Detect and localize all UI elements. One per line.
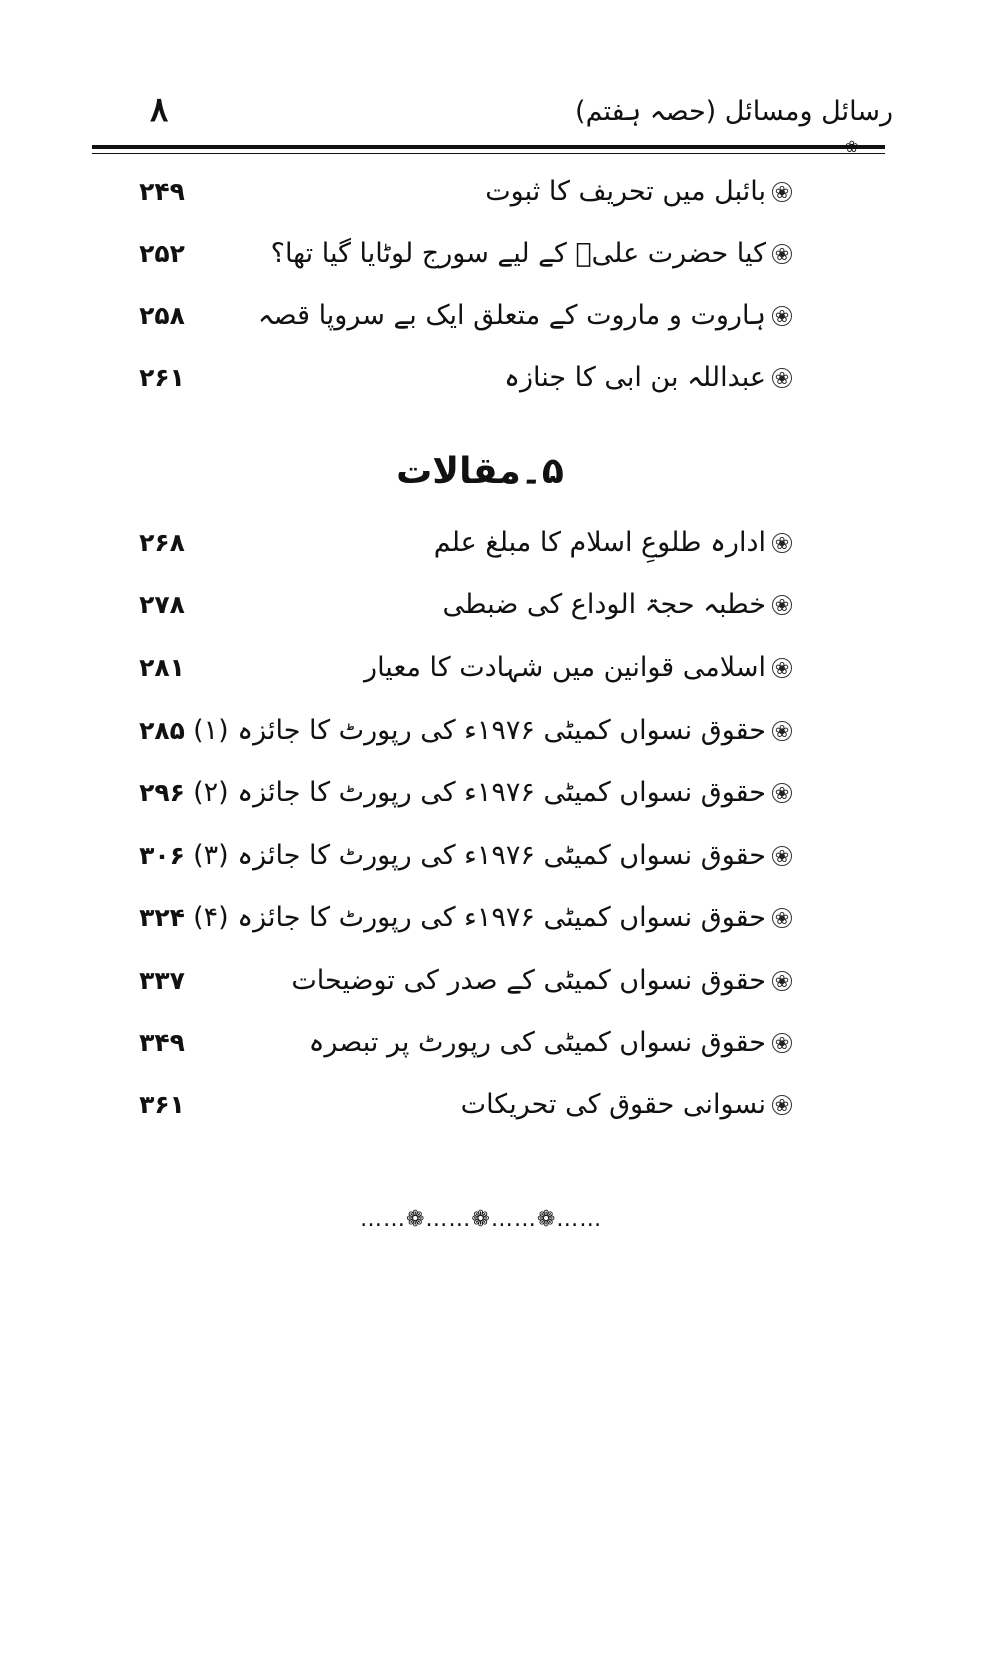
toc-entry-page: ۲۵۸ (139, 301, 185, 330)
flower-bullet-icon: ❀ (772, 721, 792, 741)
toc-entry (110, 172, 792, 220)
toc-entry-title-wrap (271, 234, 792, 274)
flower-bullet-icon: ❀ (772, 306, 792, 326)
flower-bullet-icon: ❀ (772, 1095, 792, 1115)
flower-bullet-icon: ❀ (772, 244, 792, 264)
toc-entry-title: عبداللہ بن ابی کا جنازہ (504, 362, 766, 393)
toc-entry-title-wrap (434, 523, 792, 563)
toc-entry-title: حقوق نسواں کمیٹی ۱۹۷۶ء کی رپورٹ کا جائزہ (۱) (193, 715, 766, 746)
toc-entry-title: خطبہ حجۃ الوداع کی ضبطی (442, 589, 766, 620)
toc-entry-page: ۳۰۶ (139, 841, 185, 870)
toc-entry-page: ۲۴۹ (139, 177, 185, 206)
toc-entry-title: نسوانی حقوق کی تحریکات (460, 1089, 766, 1120)
toc-entry-title-wrap (485, 172, 792, 212)
flower-bullet-icon: ❀ (772, 658, 792, 678)
toc-entry (110, 711, 792, 759)
toc-entry-page: ۲۹۶ (139, 778, 185, 807)
page-number: ۸ (150, 90, 169, 130)
toc-entry-title: حقوق نسواں کمیٹی ۱۹۷۶ء کی رپورٹ کا جائزہ (۴) (193, 902, 766, 933)
toc-entry-title: حقوق نسواں کمیٹی کے صدر کی توضیحات (291, 965, 766, 996)
toc-entry (110, 898, 792, 946)
flower-bullet-icon: ❀ (772, 595, 792, 615)
flower-bullet-icon: ❀ (772, 533, 792, 553)
toc-entry-title: اسلامی قوانین میں شہادت کا معیار (364, 652, 766, 683)
toc-entry-title: ہاروت و ماروت کے متعلق ایک بے سروپا قصہ (257, 300, 766, 331)
toc-entry-page: ۲۸۱ (139, 653, 185, 682)
toc-entry (110, 961, 792, 1009)
flower-bullet-icon: ❀ (772, 971, 792, 991)
toc-entry-title-wrap (291, 961, 792, 1001)
toc-entry-title-wrap (258, 296, 792, 336)
flower-bullet-icon: ❀ (772, 368, 792, 388)
toc-entry-page: ۲۵۲ (139, 239, 185, 268)
toc-entry-page: ۳۶۱ (139, 1090, 185, 1119)
header-rule-thick (92, 145, 885, 149)
toc-entry-title-wrap (193, 836, 792, 876)
toc-entry-title-wrap (193, 773, 792, 813)
toc-entry-title: بائبل میں تحریف کا ثبوت (485, 176, 766, 207)
toc-entry-title: حقوق نسواں کمیٹی کی رپورٹ پر تبصرہ (308, 1027, 766, 1058)
toc-entry-page: ۲۶۱ (139, 363, 185, 392)
flower-bullet-icon: ❀ (772, 908, 792, 928)
toc-entry-title-wrap (443, 585, 792, 625)
toc-entry-page: ۳۴۹ (139, 1028, 185, 1057)
toc-entry (110, 648, 792, 696)
toc-entry-title-wrap (193, 898, 792, 938)
toc-entry-title-wrap (364, 648, 792, 688)
toc-entry-page: ۲۸۵ (139, 716, 185, 745)
toc-entry-page: ۲۷۸ (139, 590, 185, 619)
toc-entry (110, 585, 792, 633)
toc-entry (110, 358, 792, 406)
flower-bullet-icon: ❀ (772, 1033, 792, 1053)
toc-entry-page: ۲۶۸ (139, 528, 185, 557)
toc-entry (110, 836, 792, 884)
toc-entry (110, 523, 792, 571)
toc-entry-title-wrap (504, 358, 792, 398)
rule-ornament-icon: ❀ (845, 137, 859, 156)
toc-entry-page: ۳۲۴ (139, 903, 185, 932)
toc-entry (110, 773, 792, 821)
toc-entry (110, 1023, 792, 1071)
section-heading: ۵۔مقالات (396, 451, 564, 492)
toc-entry-title-wrap (193, 711, 792, 751)
flower-bullet-icon: ❀ (772, 182, 792, 202)
flower-bullet-icon: ❀ (772, 783, 792, 803)
toc-entry-title: حقوق نسواں کمیٹی ۱۹۷۶ء کی رپورٹ کا جائزہ (۳) (193, 840, 766, 871)
flower-bullet-icon: ❀ (772, 846, 792, 866)
running-header-title: رسائل ومسائل (حصہ ہفتم) (575, 96, 893, 127)
header-rule-thin (92, 153, 885, 154)
toc-entry-title: حقوق نسواں کمیٹی ۱۹۷۶ء کی رپورٹ کا جائزہ (۲) (193, 777, 766, 808)
toc-entry (110, 296, 792, 344)
toc-entry-title: ادارہ طلوعِ اسلام کا مبلغ علم (433, 527, 766, 558)
toc-entry-title: کیا حضرت علیؓ کے لیے سورج لوٹایا گیا تھا؟ (270, 238, 766, 269)
footer-ornament-icon: ……❁……❁……❁…… (360, 1207, 603, 1232)
toc-entry (110, 1085, 792, 1133)
toc-entry-page: ۳۳۷ (139, 966, 185, 995)
toc-entry-title-wrap (309, 1023, 792, 1063)
toc-entry (110, 234, 792, 282)
toc-entry-title-wrap (461, 1085, 792, 1125)
